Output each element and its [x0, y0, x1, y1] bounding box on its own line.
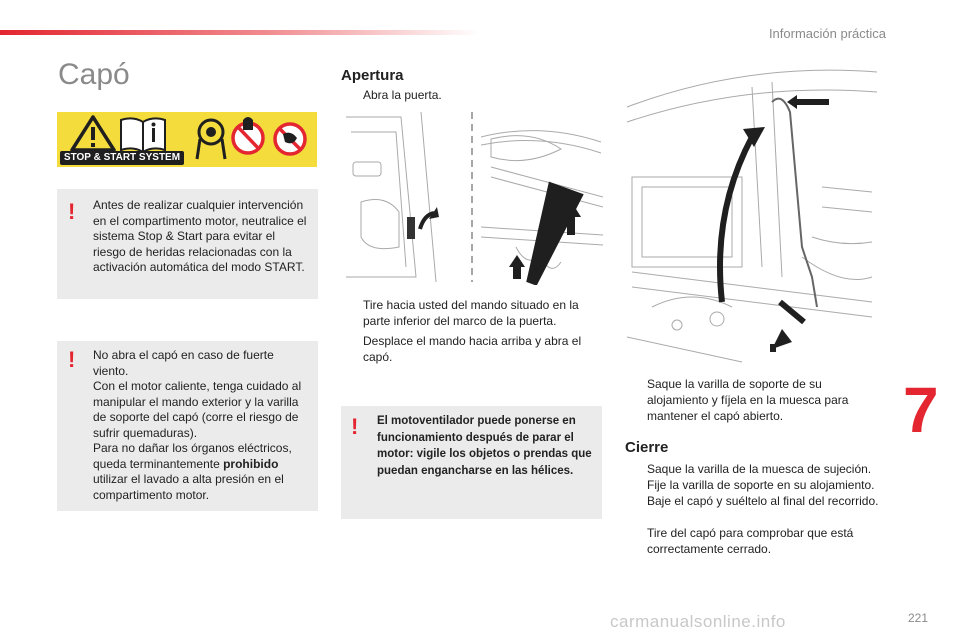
- warning-text-part: utilizar el lavado a alta presión en el compartimento motor.: [93, 472, 284, 502]
- fan-belt-icon: [197, 120, 225, 159]
- alert-icon: !: [351, 414, 359, 439]
- page-title: Capó: [58, 58, 130, 91]
- header-accent-bar: [0, 30, 480, 35]
- step-item: [625, 461, 880, 477]
- stop-start-label: STOP & START SYSTEM: [60, 151, 184, 165]
- hood-prop-drawing: [622, 67, 884, 367]
- step-item: [625, 477, 880, 493]
- warning-box-fan: [341, 406, 602, 519]
- lift-arrow-icon: [509, 182, 584, 285]
- no-hands-icon: [233, 117, 263, 153]
- watermark: carmanualsonline.info: [610, 612, 786, 631]
- warning-box-wind-heat: [57, 341, 318, 511]
- step-text: Fije la varilla de soporte en su alojamiento.: [647, 478, 875, 492]
- step-item: [341, 297, 596, 329]
- warning-text: Antes de realizar cualquier intervención en el compartimento motor, neutralice el sistema Stop & Start para evitar el riesgo de heridas relacionadas con la activación automática del modo START.: [93, 198, 307, 274]
- warning-text-part: No abra el capó en caso de fuerte viento. Con el motor caliente, tenga cuidado al manipular el mando exterior y la varilla de soporte del capó (corre el riesgo de sufrir quemaduras). Para no dañar los órganos eléctricos, queda terminantemente: [93, 348, 302, 471]
- warning-triangle-icon: [72, 117, 114, 150]
- warning-emphasis: prohibido: [223, 456, 279, 471]
- step-text: Tire del capó para comprobar que está correctamente cerrado.: [647, 526, 854, 556]
- pull-arrow-icon: [407, 207, 439, 239]
- warning-text: [93, 348, 311, 503]
- fan-warning-text: El motoventilador puede ponerse en funcionamiento después de parar el motor: vigile los objetos o prendas que puedan engancharse en las hélices.: [377, 415, 592, 477]
- alert-icon: !: [68, 347, 76, 372]
- step-item: [625, 493, 880, 509]
- housing-arrow-icon: [770, 302, 804, 352]
- step-text: Saque la varilla de la muesca de sujeción.: [647, 462, 872, 476]
- door-latch-drawing: [341, 107, 603, 285]
- section-title: Información práctica: [768, 26, 886, 41]
- cierre-heading: Cierre: [625, 439, 669, 456]
- step-item: [625, 376, 880, 424]
- page-number: 221: [908, 611, 929, 625]
- chapter-number: 7: [903, 374, 939, 446]
- notch-arrow-icon: [787, 95, 829, 109]
- step-text: Abra la puerta.: [363, 88, 442, 102]
- alert-icon: !: [68, 199, 76, 224]
- hood-prop-illustration: [622, 67, 884, 367]
- manual-book-icon: [121, 118, 165, 152]
- step-text: Saque la varilla de soporte de su alojamiento y fíjela en la muesca para mantener el capó abierto.: [647, 377, 849, 423]
- door-latch-illustration: [341, 107, 603, 285]
- step-item: [341, 87, 596, 103]
- apertura-heading: Apertura: [341, 67, 404, 84]
- no-fan-touch-icon: [275, 124, 305, 154]
- step-item: [625, 525, 880, 557]
- step-item: [341, 333, 596, 365]
- step-text: Tire hacia usted del mando situado en la parte inferior del marco de la puerta.: [363, 298, 579, 328]
- warning-box-stop-start: [57, 189, 318, 299]
- step-text: Baje el capó y suéltelo al final del recorrido.: [647, 494, 879, 508]
- step-text: Desplace el mando hacia arriba y abra el capó.: [363, 334, 582, 364]
- prop-rod-icon: [772, 99, 817, 307]
